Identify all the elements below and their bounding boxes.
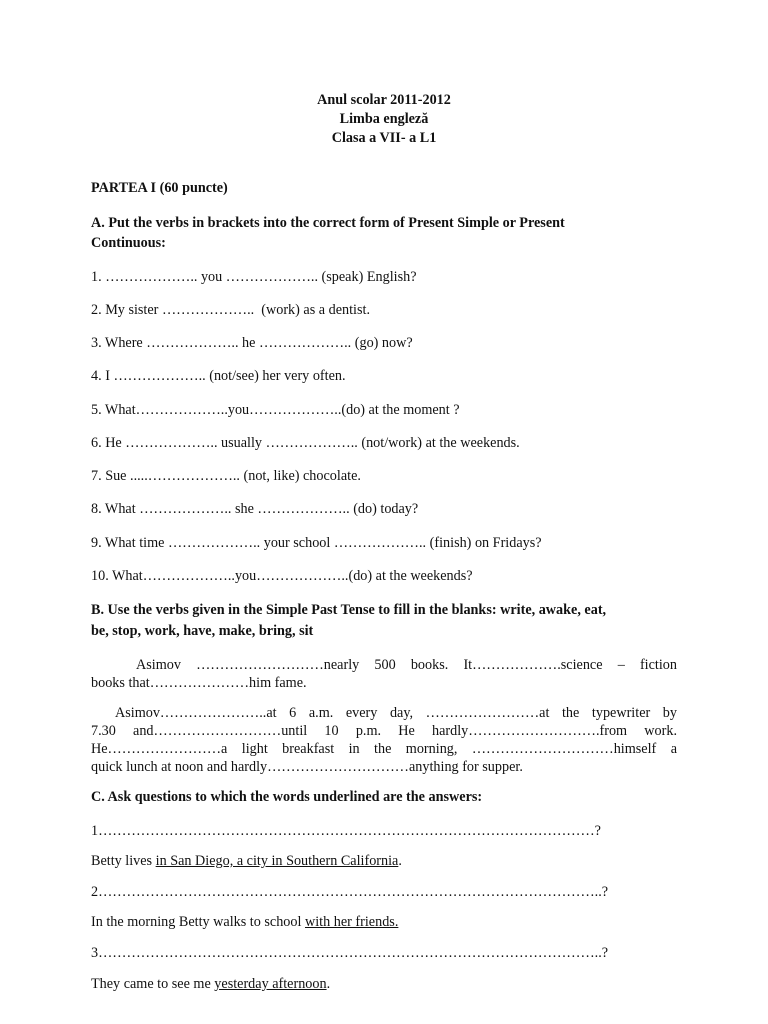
section-c-sentence-1 <box>91 853 402 870</box>
paragraph1-line1-text: Asimov ………………………nearly 500 books. It……………….science – fiction <box>136 657 677 673</box>
section-a-item-10: 10. What………………..you………………..(do) at the weekends? <box>91 568 473 584</box>
section-b-instruction-line1: B. Use the verbs given in the Simple Past Tense to fill in the blanks: write, awake, eat, <box>91 602 607 618</box>
sentence-text: Betty lives <box>91 853 156 869</box>
sentence-text: In the morning Betty walks to school <box>91 914 305 930</box>
section-a-instruction-line2: Continuous: <box>91 235 166 251</box>
section-b-paragraph2-line4: quick lunch at noon and hardly…………………………anything for supper. <box>91 759 523 775</box>
section-a-item-8: 8. What ……………….. she ……………….. (do) today? <box>91 501 419 517</box>
section-c-answer-blank-3: 3……………………………………………………………………………………………..? <box>91 945 609 961</box>
part-title: PARTEA I (60 puncte) <box>91 180 228 196</box>
section-a-item-2: 2. My sister ……………….. (work) as a dentist. <box>91 302 370 318</box>
header-school-year: Anul scolar 2011-2012 <box>317 92 451 108</box>
sentence-text: They came to see me <box>91 976 215 992</box>
section-a-item-3: 3. Where ……………….. he ……………….. (go) now? <box>91 335 413 351</box>
section-c-instruction: C. Ask questions to which the words underlined are the answers: <box>91 789 483 805</box>
sentence-end: . <box>326 976 331 992</box>
header-subject: Limba engleză <box>339 111 429 127</box>
section-a-item-5: 5. What………………..you………………..(do) at the moment ? <box>91 402 460 418</box>
section-b-instruction-line2: be, stop, work, have, make, bring, sit <box>91 623 314 639</box>
underlined-answer: with her friends. <box>304 914 399 930</box>
section-a-item-4: 4. I ……………….. (not/see) her very often. <box>91 368 346 384</box>
sentence-end: . <box>398 853 402 869</box>
section-a-item-6: 6. He ……………….. usually ……………….. (not/work) at the weekends. <box>91 435 520 451</box>
section-a-item-7: 7. Sue .....……………….. (not, like) chocolate. <box>91 468 361 484</box>
underlined-answer: in San Diego, a city in Southern California <box>155 853 399 869</box>
section-a-instruction-line1: A. Put the verbs in brackets into the correct form of Present Simple or Present <box>91 215 565 231</box>
section-b-paragraph2-line2: 7.30 and………………………until 10 p.m. He hardly……………………….from work. <box>91 723 677 739</box>
paragraph2-line1-text: Asimov…………………..at 6 a.m. every day, ……………………at the typewriter by <box>115 705 677 721</box>
section-b-paragraph2-line1 <box>91 705 677 722</box>
section-b-paragraph1-line2: books that…………………him fame. <box>91 675 307 691</box>
section-a-item-1: 1. ……………….. you ……………….. (speak) English? <box>91 269 417 285</box>
header-class: Clasa a VII- a L1 <box>331 130 437 146</box>
underlined-answer: yesterday afternoon <box>214 976 327 992</box>
section-c-answer-blank-2: 2……………………………………………………………………………………………..? <box>91 884 609 900</box>
section-c-answer-blank-1: 1……………………………………………………………………………………………? <box>91 823 601 839</box>
section-b-paragraph1-line1 <box>91 657 677 674</box>
section-c-sentence-3 <box>91 976 330 993</box>
section-c-sentence-2 <box>91 914 398 931</box>
section-b-paragraph2-line3: He……………………a light breakfast in the morning, …………………………himself a <box>91 741 677 757</box>
section-a-item-9: 9. What time ……………….. your school ……………….. (finish) on Fridays? <box>91 535 542 551</box>
